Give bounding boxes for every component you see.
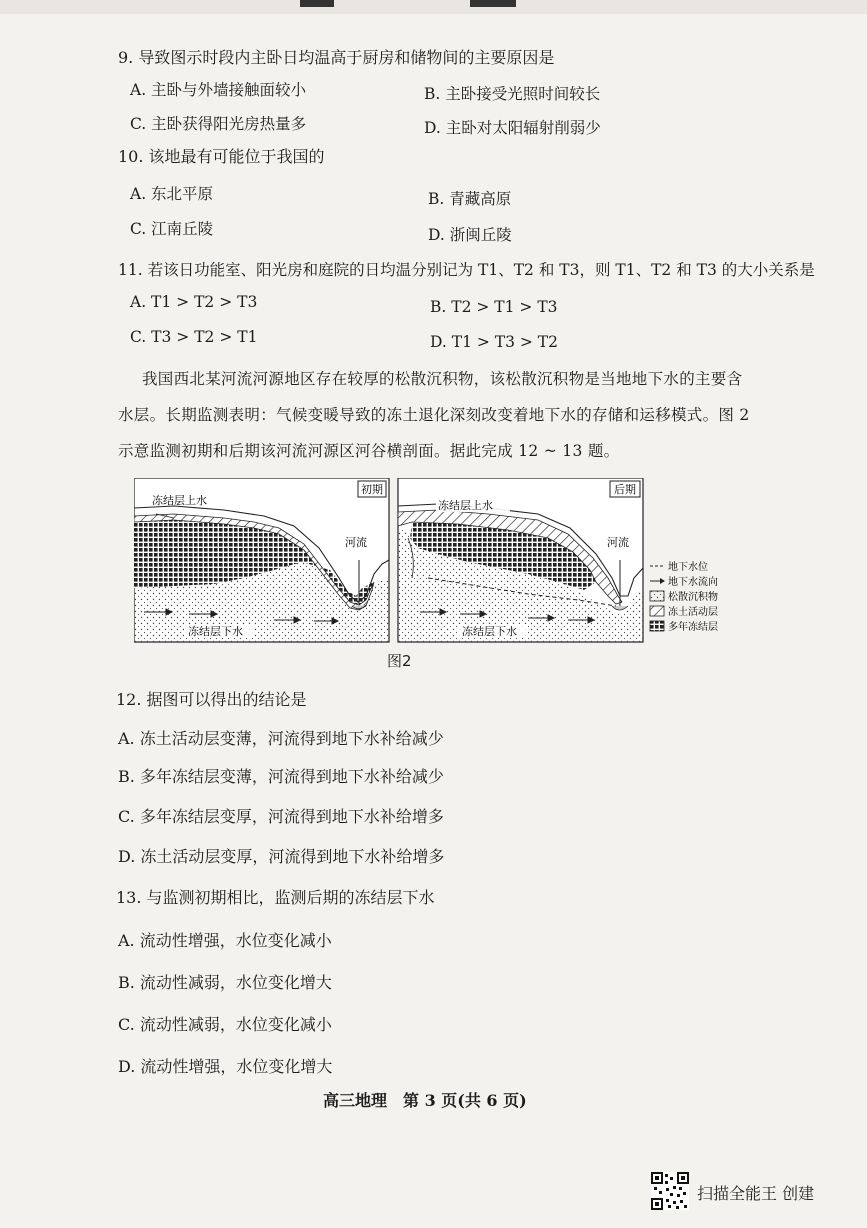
- q10-option-a[interactable]: A. 东北平原: [130, 185, 214, 203]
- panel-late: [398, 478, 643, 642]
- qr-code-icon: [651, 1172, 689, 1210]
- early-label-bottom: 冻结层下水: [188, 625, 243, 638]
- q10-option-c[interactable]: C. 江南丘陵: [130, 220, 214, 238]
- panel-early: [134, 478, 389, 642]
- q12-option-b[interactable]: B. 多年冻结层变薄，河流得到地下水补给减少: [118, 767, 444, 786]
- q10-option-d[interactable]: D. 浙闽丘陵: [428, 226, 512, 244]
- registration-marks: [300, 0, 530, 8]
- legend-flow-direction: 地下水流向: [668, 577, 718, 588]
- q11-option-d[interactable]: D. T1 > T3 > T2: [430, 333, 559, 351]
- q12-option-c[interactable]: C. 多年冻结层变厚，河流得到地下水补给增多: [118, 807, 444, 826]
- early-label-top: 冻结层上水: [152, 494, 207, 507]
- scanner-label: 扫描全能王 创建: [697, 1184, 815, 1203]
- page-footer: 高三地理 第 3 页(共 6 页): [323, 1091, 527, 1110]
- q12-option-a[interactable]: A. 冻土活动层变薄，河流得到地下水补给减少: [118, 729, 444, 748]
- passage-line-3: 示意监测初期和后期该河流河源区河谷横剖面。据此完成 12 ~ 13 题。: [118, 442, 620, 460]
- late-label-river: 河流: [607, 536, 629, 549]
- q11-option-b[interactable]: B. T2 > T1 > T3: [430, 298, 558, 316]
- late-label-top: 冻结层上水: [438, 499, 493, 512]
- legend-water-table: 地下水位: [668, 562, 708, 573]
- early-label-river: 河流: [345, 536, 367, 549]
- figure-caption: 图2: [387, 652, 412, 670]
- legend-active-layer: 冻土活动层: [668, 607, 718, 618]
- q9-option-d[interactable]: D. 主卧对太阳辐射削弱少: [424, 119, 601, 137]
- q13-option-a[interactable]: A. 流动性增强，水位变化减小: [118, 931, 332, 950]
- question-13-stem: 13. 与监测初期相比，监测后期的冻结层下水: [116, 888, 435, 907]
- q13-option-d[interactable]: D. 流动性增强，水位变化增大: [118, 1057, 333, 1076]
- question-10-stem: 10. 该地最有可能位于我国的: [118, 147, 325, 166]
- q13-option-b[interactable]: B. 流动性减弱，水位变化增大: [118, 973, 332, 992]
- passage-line-1: 我国西北某河流河源地区存在较厚的松散沉积物，该松散沉积物是当地地下水的主要含: [142, 370, 743, 388]
- figure-legend: [650, 560, 718, 633]
- late-tag: 后期: [614, 483, 636, 496]
- early-tag: 初期: [361, 483, 383, 496]
- q13-option-c[interactable]: C. 流动性减弱，水位变化减小: [118, 1015, 332, 1034]
- question-11-stem: 11. 若该日功能室、阳光房和庭院的日均温分别记为 T1、T2 和 T3，则 T1、T2 和 T3 的大小关系是: [118, 261, 815, 279]
- question-9-stem: 9. 导致图示时段内主卧日均温高于厨房和储物间的主要原因是: [118, 48, 555, 67]
- q11-option-a[interactable]: A. T1 > T2 > T3: [130, 293, 258, 311]
- legend-permafrost: 多年冻结层: [668, 622, 718, 633]
- late-label-bottom: 冻结层下水: [462, 625, 517, 638]
- q9-option-a[interactable]: A. 主卧与外墙接触面较小: [130, 81, 307, 99]
- scanner-watermark: [651, 1172, 851, 1212]
- legend-loose-sediment: 松散沉积物: [668, 592, 718, 603]
- q9-option-b[interactable]: B. 主卧接受光照时间较长: [424, 85, 601, 103]
- figure-2-valley-cross-sections: [134, 478, 744, 646]
- passage-line-2: 水层。长期监测表明：气候变暖导致的冻土退化深刻改变着地下水的存储和运移模式。图 2: [118, 406, 750, 424]
- q10-option-b[interactable]: B. 青藏高原: [428, 190, 512, 208]
- q9-option-c[interactable]: C. 主卧获得阳光房热量多: [130, 115, 307, 133]
- question-12-stem: 12. 据图可以得出的结论是: [116, 690, 307, 709]
- q12-option-d[interactable]: D. 冻土活动层变厚，河流得到地下水补给增多: [118, 847, 445, 866]
- q11-option-c[interactable]: C. T3 > T2 > T1: [130, 328, 258, 346]
